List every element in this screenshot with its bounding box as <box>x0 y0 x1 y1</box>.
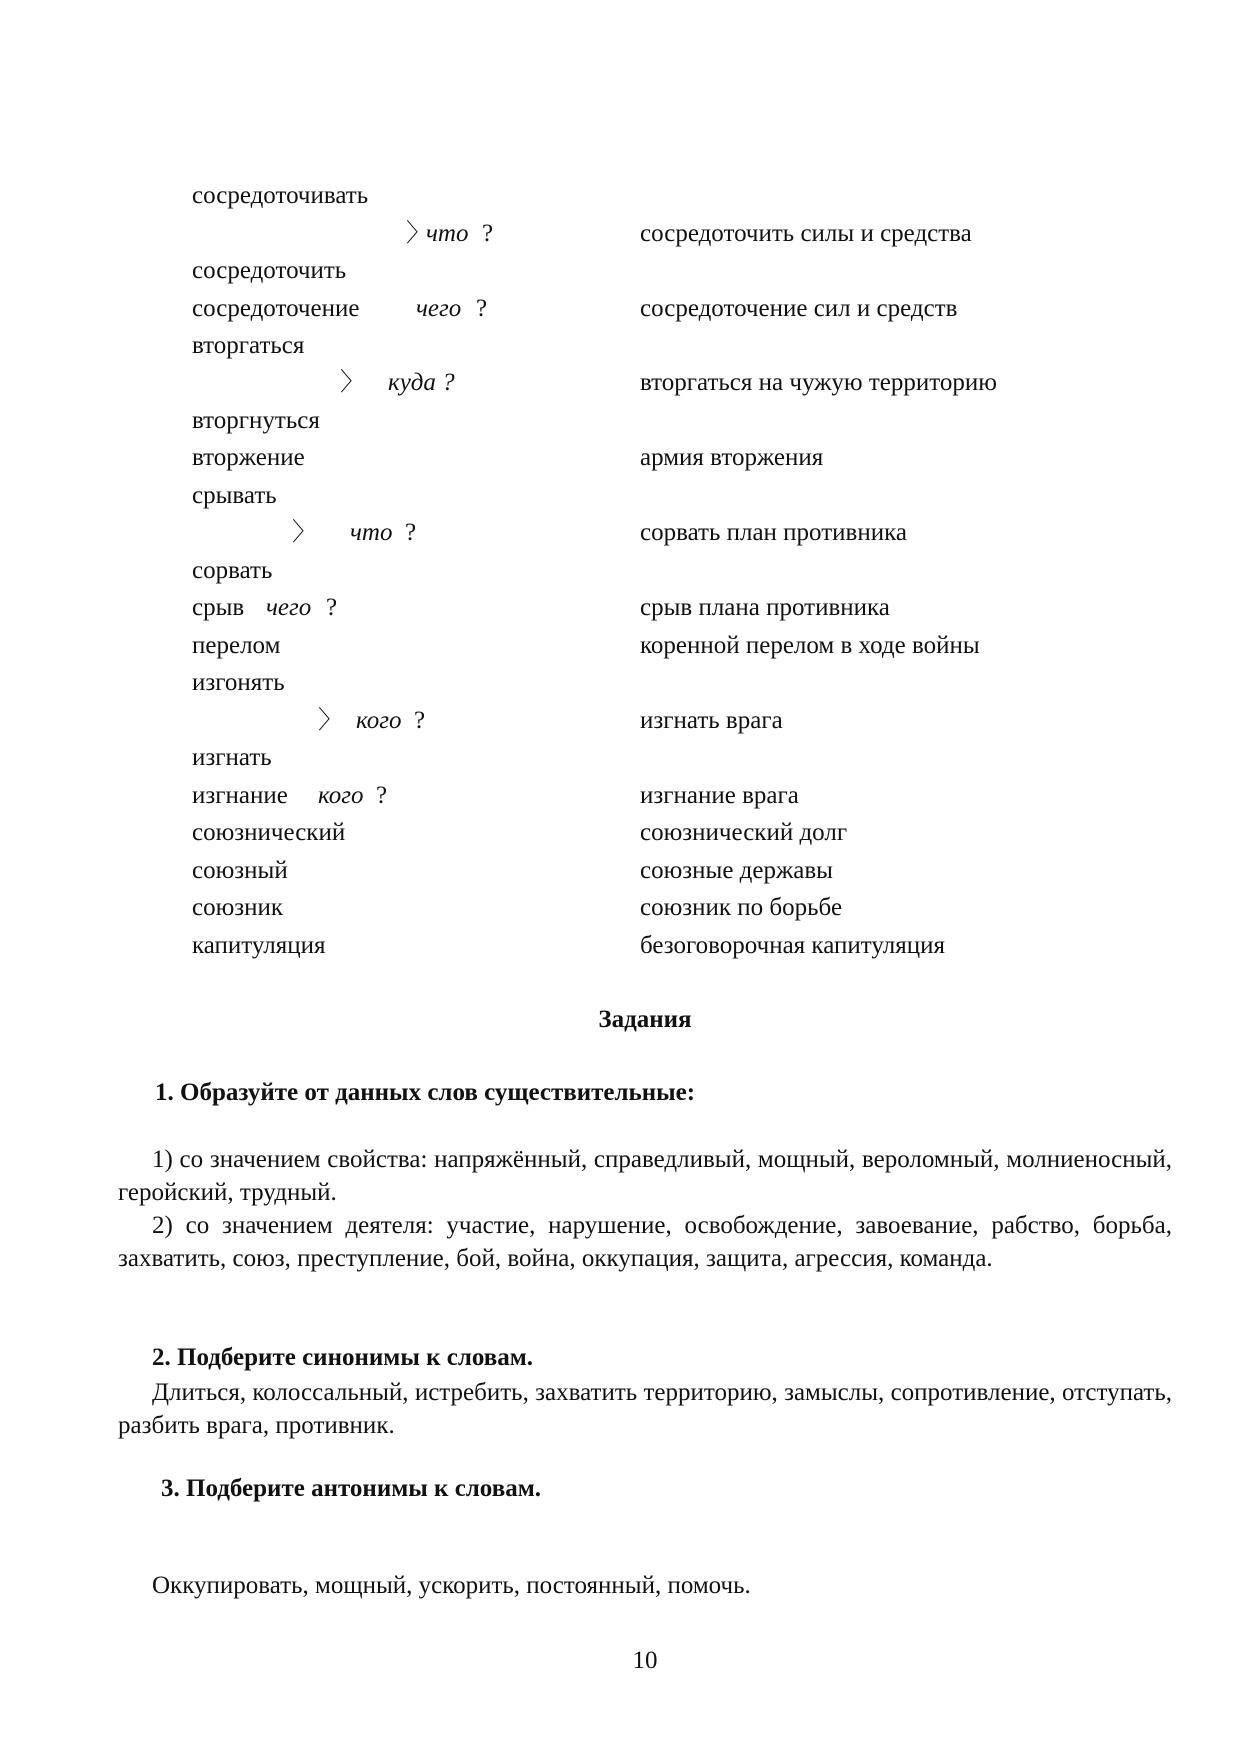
vocab-word: срыв <box>192 594 245 621</box>
question-word: что <box>426 220 469 247</box>
task-1-item-1 <box>118 1143 1172 1209</box>
vocab-word: вторгаться <box>192 332 305 359</box>
item-text: со значением деятеля: участие, нарушение, освобождение, завоевание, рабство, борьба, захватить, союз, преступление, бой, война, оккупация, защита, агрессия, команда. <box>118 1212 1172 1272</box>
task-2-text: Длиться, колоссальный, истребить, захватить территорию, замыслы, сопротивление, отступать, разбить врага, противник. <box>118 1379 1172 1439</box>
vocab-example: сосредоточение сил и средств <box>640 295 958 322</box>
vocab-word: срывать <box>192 482 277 509</box>
task-3-title: 3. Подберите антонимы к словам. <box>161 1475 541 1502</box>
question-word: кого <box>318 782 364 809</box>
vocab-word: сосредоточивать <box>192 182 369 209</box>
bracket-glyph: 〉 <box>292 519 318 546</box>
vocab-word: сосредоточение <box>192 295 360 322</box>
vocab-word: союзник <box>192 894 284 921</box>
bracket-glyph: 〉 <box>340 369 366 396</box>
vocab-word: союзный <box>192 857 288 884</box>
vocab-example: союзнический долг <box>640 819 848 846</box>
question-mark: ? <box>376 782 388 809</box>
vocab-example: изгнание врага <box>640 782 799 809</box>
question-mark: ? <box>476 295 488 322</box>
question-mark: ? <box>414 707 426 734</box>
vocab-example: сорвать план противника <box>640 519 907 546</box>
vocab-example: коренной перелом в ходе войны <box>640 632 980 659</box>
tasks-heading: Задания <box>598 1006 692 1033</box>
question-word: чего <box>266 594 312 621</box>
task-1-item-2 <box>118 1209 1172 1275</box>
task-3-text: Оккупировать, мощный, ускорить, постоянный, помочь. <box>152 1572 751 1599</box>
item-text: со значением свойства: напряжённый, справедливый, мощный, вероломный, молниеносный, геройский, трудный. <box>118 1146 1172 1206</box>
vocab-example: срыв плана противника <box>640 594 890 621</box>
vocab-example: сосредоточить силы и средства <box>640 220 972 247</box>
vocab-word: вторгнуться <box>192 407 320 434</box>
vocab-word: изгнать <box>192 744 272 771</box>
vocab-word: союзнический <box>192 819 346 846</box>
page-number: 10 <box>632 1647 658 1674</box>
question-mark: ? <box>326 594 338 621</box>
question-word: что <box>350 519 393 546</box>
vocab-word: капитуляция <box>192 932 326 959</box>
question-word: кого <box>356 707 402 734</box>
question-mark: ? <box>482 220 494 247</box>
vocab-example: союзные державы <box>640 857 833 884</box>
task-1-title: 1. Образуйте от данных слов существительные: <box>155 1079 696 1106</box>
vocab-word: изгнание <box>192 782 288 809</box>
vocab-word: сосредоточить <box>192 257 347 284</box>
question-mark: ? <box>405 519 417 546</box>
bracket-glyph: 〉 <box>406 220 432 247</box>
question-word: куда ? <box>388 369 455 396</box>
vocab-word: вторжение <box>192 444 305 471</box>
vocab-word: перелом <box>192 632 281 659</box>
vocab-example: изгнать врага <box>640 707 783 734</box>
vocab-example: армия вторжения <box>640 444 824 471</box>
task-2-title: 2. Подберите синонимы к словам. <box>152 1344 534 1371</box>
vocab-word: изгонять <box>192 669 285 696</box>
vocab-example: вторгаться на чужую территорию <box>640 369 997 396</box>
vocab-example: союзник по борьбе <box>640 894 843 921</box>
vocab-word: сорвать <box>192 557 273 584</box>
item-label: 1) <box>152 1146 173 1173</box>
question-word: чего <box>416 295 462 322</box>
vocab-example: безоговорочная капитуляция <box>640 932 945 959</box>
bracket-glyph: 〉 <box>318 707 344 734</box>
item-label: 2) <box>152 1212 173 1239</box>
task-2-text-block <box>118 1376 1172 1442</box>
